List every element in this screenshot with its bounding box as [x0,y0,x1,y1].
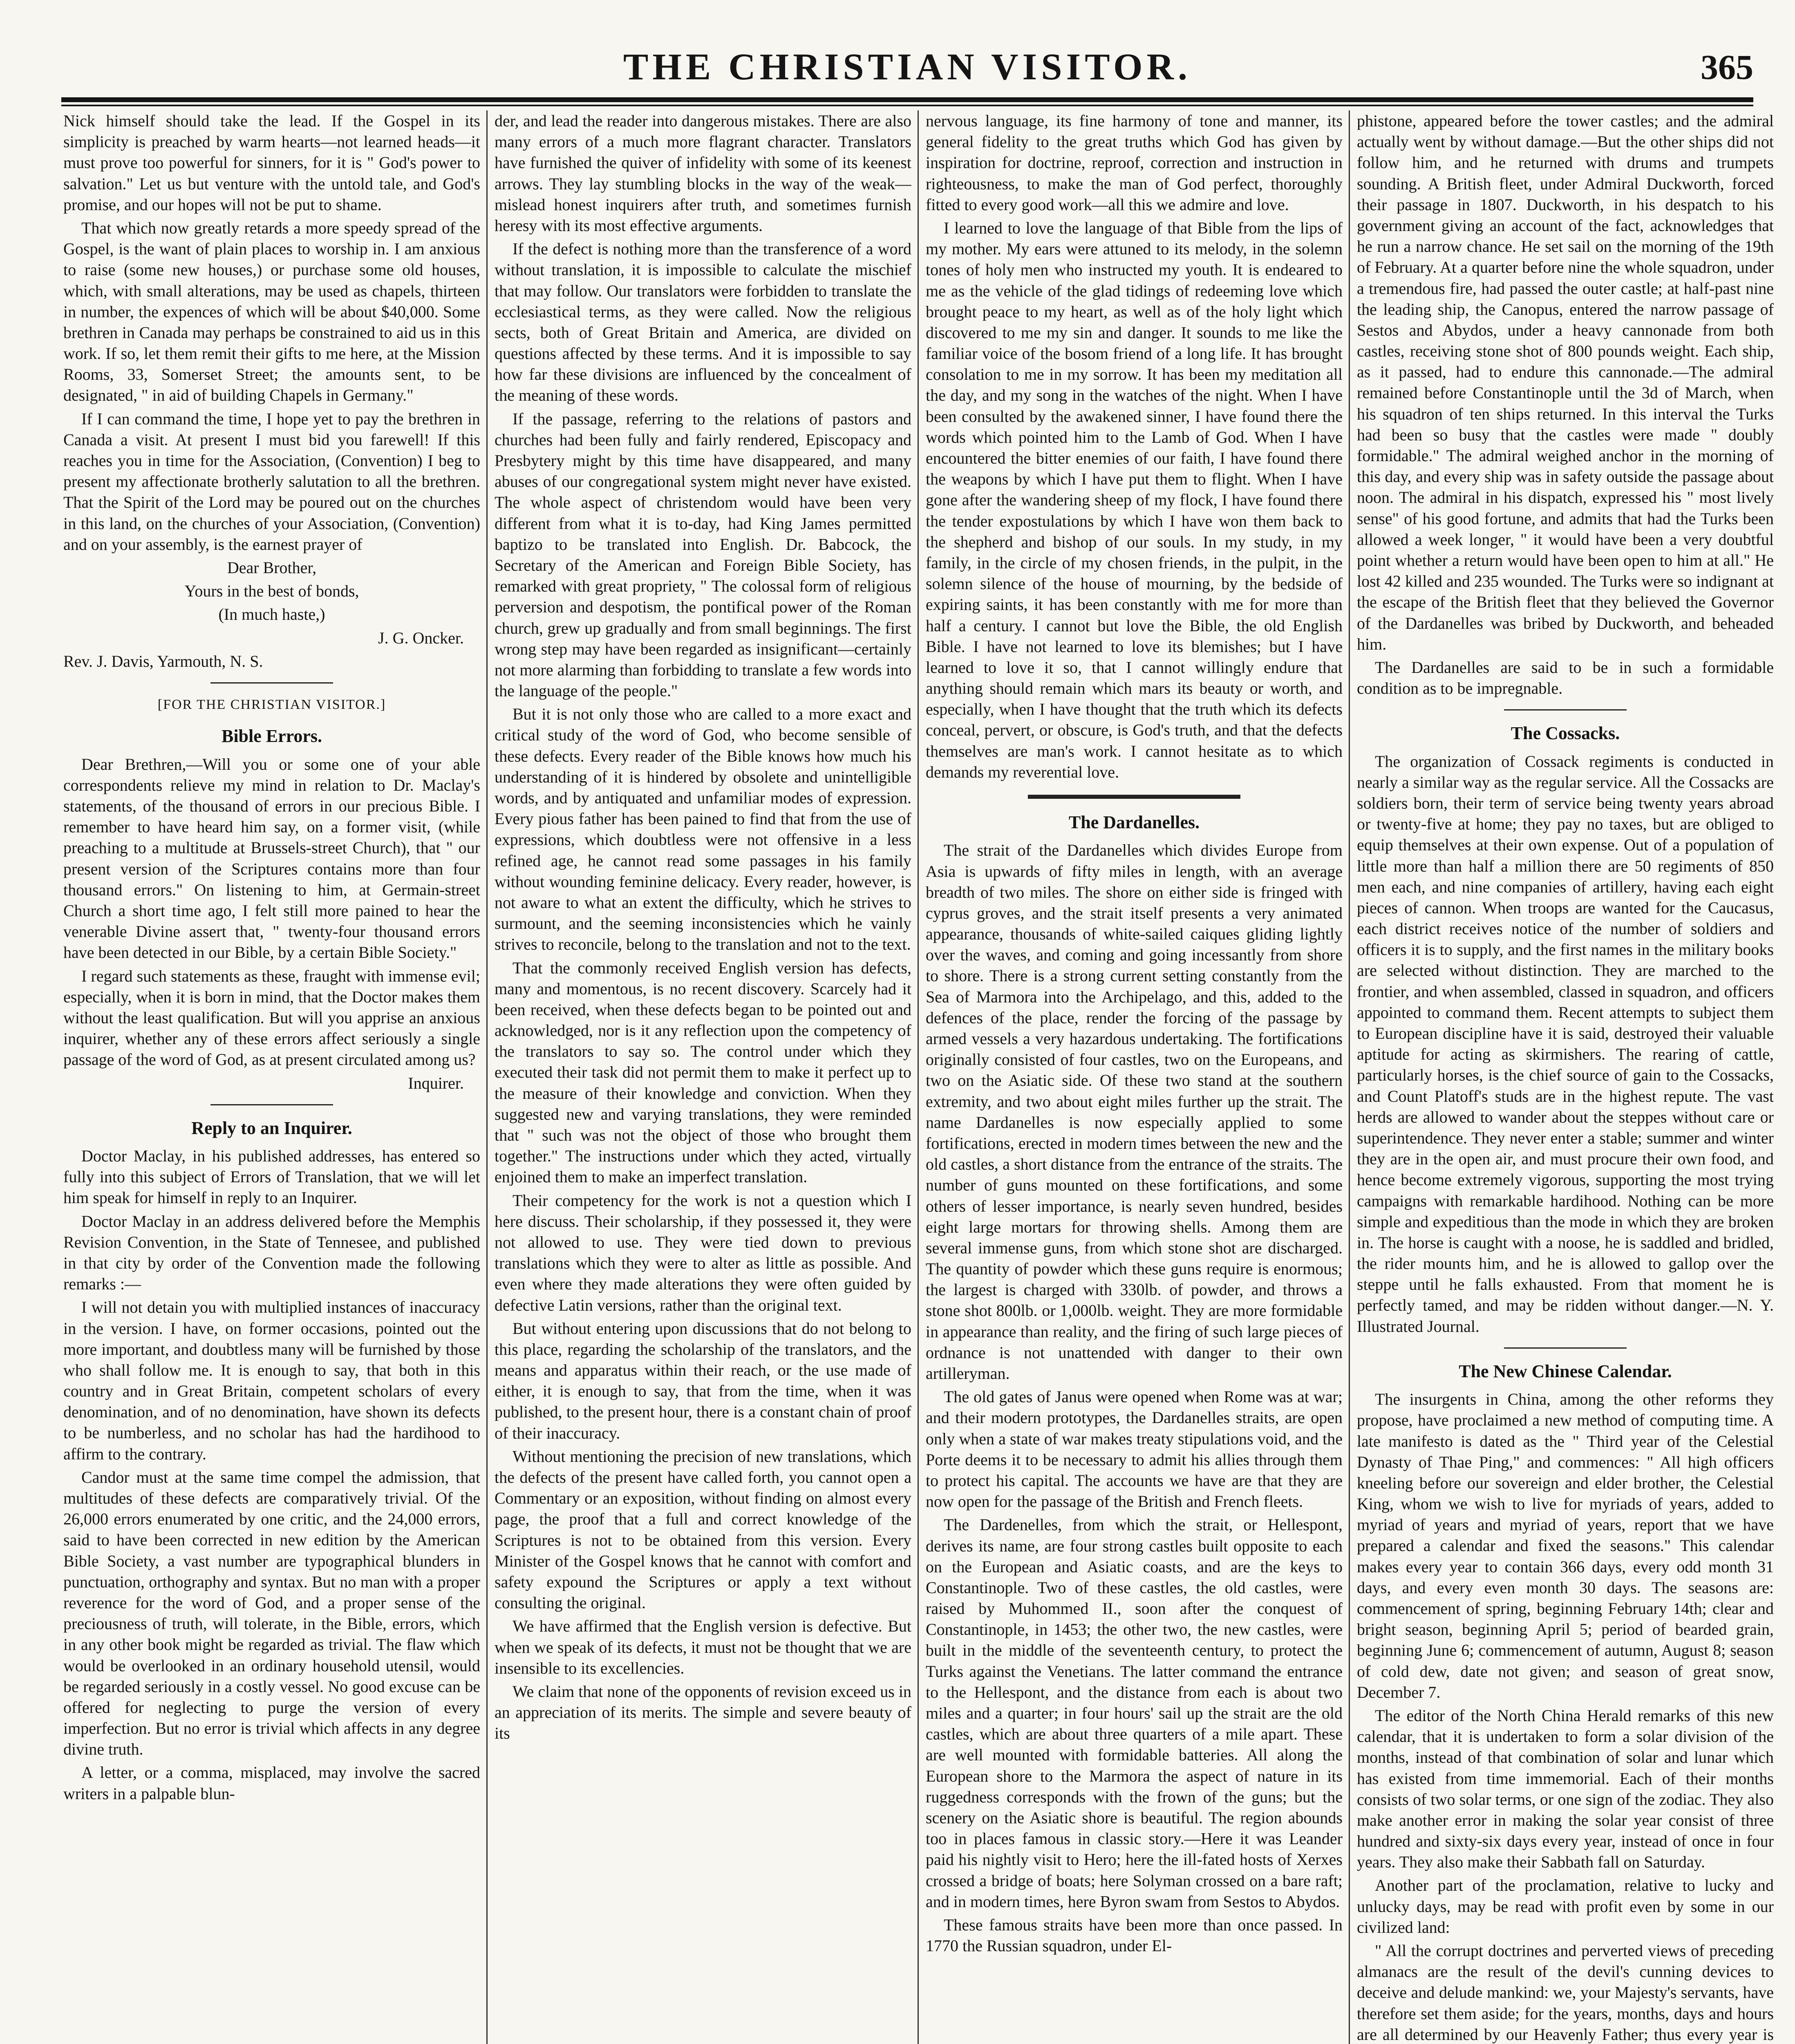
paragraph: But without entering upon discussions that do not belong to this place, regarding the scholarship of the translators, and the means and apparatus within their reach, or the use made of either, it is enough to say, that from the time, when it was published, to the present hour, there is a constant chain of proof of their inaccuracy. [495,1319,911,1442]
paragraph: But it is not only those who are called to a more exact and critical study of the word of God, who become sensible of these defects. Every reader of the Bible knows how much his understanding of it is hindered by obsolete and unintelligible words, and by antiquated and unfamiliar modes of expression. Every pious father has been pained to find that from the use of expressions, which doubtless were not offensive in a less refined age, he cannot read some passages in his family without wounding feminine delicacy. Every reader, however, is not aware to what an extent the difficulty, which he strives to surmount, and the seeming inconsistencies which he vainly strives to reconcile, belong to the translation and not to the text. [495,705,911,954]
paragraph: phistone, appeared before the tower castles; and the admiral actually went by without damage.—But the other ships did not follow him, and he returned with drums and trumpets sounding. A British fleet, under Admiral Duckworth, forced their passage in 1807. Duckworth, in his despatch to his government giving an account of the fact, acknowledges that he run a narrow chance. He set sail on the morning of the 19th of February. At a quarter before nine the whole squadron, under a tremendous fire, had passed the outer castle; at half-past nine the leading ship, the Canopus, entered the narrow passage of Sestos and Abydos, under a heavy cannonade from both castles, receiving stone shot of 800 pounds weight. Each ship, as it passed, had to endure this cannonade.—The admiral remained before Constantinople until the 3d of March, when his squadron of ten ships returned. In this interval the Turks had been so busy that the castles were made " doubly formidable." The admiral weighed anchor in the morning of this day, and every ship was in safety outside the passage about noon. The admiral in his dispatch, expressed his " most lively sense" of his good fortune, and admits that had the Turks been allowed a week longer, " it would have been a very doubtful point whether a return would have been open to him at all." He lost 42 killed and 235 wounded. The Turks were so indignant at the escape of the British fleet that they believed the Governor of the Dardanelles was bribed by Duckworth, and beheaded him. [1357,112,1774,653]
article-heading: Reply to an Inquirer. [191,1118,352,1138]
column-1 [63,110,480,2044]
source-tag: [FOR THE CHRISTIAN VISITOR.] [157,697,386,712]
column-divider [1349,110,1350,2044]
paragraph: A letter, or a comma, misplaced, may involve the sacred writers in a palpable blun- [63,1763,480,1803]
paragraph: Candor must at the same time compel the admission, that multitudes of these defects are comparatively trivial. Of the 26,000 errors enumerated by one critic, and the 24,000 errors, said to have been corrected in new edition by the American Bible Society, a vast number are typographical blunders in punctuation, orthography and syntax. But no man with a proper reverence for the word of God, and a proper sense of the preciousness of truth, will tolerate, in the Bible, errors, which in any other book might be regarded as trivial. The flaw which would be overlooked in an ordinary household utensil, would be regarded seriously in a costly vessel. No good excuse can be offered for neglecting to purge the version of every imperfection. But no error is trivial which affects in any degree divine truth. [63,1468,480,1759]
paragraph: I regard such statements as these, fraught with immense evil; especially, when it is born in mind, that the Doctor makes them without the least qualification. But will you apprise an anxious inquirer, whether any of these errors affect seriously a single passage of the word of God, as at present circulated among us? [63,966,480,1069]
signature-line: Dear Brother, [227,558,317,577]
paragraph: nervous language, its fine harmony of tone and manner, its general fidelity to the great truths which God has given by inspiration for doctrine, reproof, correction and instruction in righteousness, to make the man of God perfect, thoroughly fitted to every good work—all this we admire and love. [926,112,1343,214]
page-number: 365 [1701,47,1753,87]
article-heading: The New Chinese Calendar. [1459,1361,1672,1381]
paragraph: The editor of the North China Herald remarks of this new calendar, that it is undertaken to form a solar division of the months, instead of that combination of solar and lunar which has existed from time immemorial. Each of their months consists of two solar terms, or one sign of the zodiac. They also make another error in making the solar year consist of three hundred and sixty-six days every year, instead of once in four years. They also make their Sabbath fall on Saturday. [1357,1706,1774,1871]
paragraph: We claim that none of the opponents of revision exceed us in an appreciation of its merits. The simple and severe beauty of its [495,1682,911,1743]
paragraph: " All the corrupt doctrines and perverted views of preceding almanacs are the result of the devil's cunning devices to deceive and delude mankind: we, your Majesty's servants, have therefore set them aside; for the years, months, days and hours are all determined by our Heavenly Father; thus every year is [1357,1941,1774,2044]
column-4 [1357,110,1774,2044]
section-rule [1504,709,1627,710]
article-heading: Bible Errors. [221,726,322,746]
paragraph: Nick himself should take the lead. If the Gospel in its simplicity is preached by warm hearts—not learned heads—it must prove too powerful for sinners, for it is " God's power to salvation." Let us but venture with the untold tale, and God's promise, and our hopes will not be put to shame. [63,112,480,214]
paragraph: I will not detain you with multiplied instances of inaccuracy in the version. I have, on former occasions, pointed out the more important, and doubtless many will be furnished by those who shall follow me. It is enough to say, that both in this country and in Great Britain, competent scholars of every denomination, and of no denomination, have shown its defects to be numberless, and no scholar has had the hardihood to affirm to the contrary. [63,1298,480,1463]
paragraph: Doctor Maclay in an address delivered before the Memphis Revision Convention, in the State of Tennesee, and published in that city by order of the Convention made the following remarks :— [63,1212,480,1293]
signature-name: J. G. Oncker. [378,628,464,647]
column-divider [486,110,488,2044]
addressee: Rev. J. Davis, Yarmouth, N. S. [63,652,263,670]
column-2 [495,110,911,2044]
paragraph: If the defect is nothing more than the transference of a word without translation, it is impossible to calculate the mischief that may follow. Our translators were forbidden to translate the ecclesiastical terms, as they were called. Now the religious sects, both of Great Britain and America, are divided on questions affected by these terms. And it is impossible to say how far these divisions are influenced by the concealment of the meaning of these words. [495,240,911,405]
paragraph: I learned to love the language of that Bible from the lips of my mother. My ears were attuned to its melody, in the solemn tones of holy men who instructed my youth. It is endeared to me as the vehicle of the glad tidings of redeeming love which brought peace to my heart, as well as of the holy light which discovered to me my sin and danger. It sounds to me like the familiar voice of the bosom friend of a long life. It has brought consolation to me in my sorrow. It has been my meditation all the day, and my song in the watches of the night. When I have been consulted by the awakened sinner, I have found there the words which pointed him to the Lamb of God. When I have encountered the bitter enemies of our faith, I have found there the weapons by which I have put them to flight. When I have gone after the wandering sheep of my flock, I have found there the tender expostulations by which I have won them back to the shepherd and bishop of our souls. In my study, in my family, in the circle of my chosen friends, in the pulpit, in the solemn silence of the house of mourning, by the bedside of expiring saints, it has been constantly with me for more than half a century. I cannot but love the Bible, the old English Bible. I have not learned to love its blemishes; but I have learned to love it so, that I cannot willingly endure that anything should remain which mars its beauty or worth, and especially, when I have thought that the truth which its defects conceal, pervert, or obscure, is God's truth, and that the defects themselves are man's work. I cannot hesitate as to which demands my reverential love. [926,218,1343,781]
paragraph: We have affirmed that the English version is defective. But when we speak of its defects, it must not be thought that we are insensible to its excellencies. [495,1617,911,1677]
paragraph: Dear Brethren,—Will you or some one of your able correspondents relieve my mind in relation to Dr. Maclay's statements, of the thousand of errors in our precious Bible. I remember to have heard him say, on a former visit, (while preaching to a multitude at Brussels-street Church), that " our present version of the Scriptures contains more than four thousand errors." On listening to him, at Germain-street Church a short time ago, I felt still more pained to hear the venerable Divine assert that, " twenty-four thousand errors have been detected in our Bible, by a certain Bible Society." [63,755,480,962]
paragraph: Without mentioning the precision of new translations, which the defects of the present have called forth, you cannot open a Commentary or an exposition, without finding on almost every page, the proof that a full and correct knowledge of the Scriptures is not to be obtained from this version. Every Minister of the Gospel knows that he cannot with comfort and safety expound the Scriptures or apply a text without consulting the original. [495,1447,911,1612]
paragraph: der, and lead the reader into dangerous mistakes. There are also many errors of a much more flagrant character. Translators have furnished the quiver of infidelity with some of its keenest arrows. They lay stumbling blocks in the way of the weak—mislead honest inquirers after truth, and sometimes furnish heresy with its most effective arguments. [495,112,911,235]
paragraph: If I can command the time, I hope yet to pay the brethren in Canada a visit. At present I must bid you farewell! If this reaches you in time for the Association, (Convention) I beg to present my affectionate brotherly salutation to all the brethren. That the Spirit of the Lord may be poured out on the churches in this land, on the churches of your Association, (Convention) and on your assembly, is the earnest prayer of [63,409,480,554]
paragraph: Their competency for the work is not a question which I here discuss. Their scholarship, if they possessed it, they were not allowed to use. They were tied down to previous translations which they were to alter as little as possible. And even where they made alterations they were often guided by defective Latin versions, rather than the original text. [495,1191,911,1314]
paragraph: Another part of the proclamation, relative to lucky and unlucky days, may be read with profit even by some in our civilized land: [1357,1876,1774,1936]
paragraph: If the passage, referring to the relations of pastors and churches had been fully and fairly rendered, Episcopacy and Presbytery might by this time have disappeared, and many abuses of our congregational system might never have existed. The whole aspect of christendom would have been very different from what it is to-day, had King James permitted baptizo to be translated into English. Dr. Babcock, the Secretary of the American and Foreign Bible Society, has remarked with great propriety, " The colossal form of religious perversion and despotism, the pontifical power of the Roman church, grew up gradually and from small beginnings. The first wrong step may have been regarded as insignificant—certainly not more alarming than forbidding to translate a few words into the language of the people." [495,409,911,700]
paragraph: Doctor Maclay, in his published addresses, has entered so fully into this subject of Errors of Translation, that we will let him speak for himself in reply to an Inquirer. [63,1147,480,1207]
paragraph: The Dardenelles, from which the strait, or Hellespont, derives its name, are four strong castles built opposite to each on the European and Asiatic coasts, and are the keys to Constantinople. Two of these castles, the old castles, were raised by Muhommed II., soon after the conquest of Constantinople, in 1453; the other two, the new castles, were built in the middle of the seventeenth century, to protect the Turks against the Venetians. The latter command the entrance to the Hellespont, and the distance from each is about two miles and a quarter; in four hours' sail up the strait are the old castles, which are about three quarters of a mile apart. These are well mounted with formidable batteries. All along the European shore to the Marmora the aspect of nature in its ruggedness corresponds with the frown of the guns; but the scenery on the Asiatic shore is beautiful. The region abounds too in places famous in classic story.—Here it was Leander paid his nightly visit to Hero; here the ill-fated hosts of Xerxes crossed a bridge of boats; here Solyman crossed on a bare raft; and in modern times, here Byron swam from Sestos to Abydos. [926,1515,1343,1911]
paragraph: The strait of the Dardanelles which divides Europe from Asia is upwards of fifty miles in length, with an average breadth of two miles. The shore on either side is fringed with cyprus groves, and the strait itself presents a very animated appearance, thousands of white-sailed caiques gliding lightly over the waves, and coming and going incessantly from shore to shore. There is a strong current setting constantly from the Sea of Marmora into the Archipelago, and this, added to the defences of the place, render the forcing of the passage by armed vessels a very hazardous undertaking. The fortifications originally consisted of four castles, two on the Europeans, and two on the Asiatic side. Of these two stand at the southern extremity, and two about eight miles further up the strait. The name Dardanelles is now especially applied to some fortifications, erected in modern times between the new and the old castles, a short distance from the entrance of the straits. The number of guns mounted on these fortifications, and some others of lesser importance, is nearly seven hundred, besides eight large mortars for throwing shells. Among them are several immense guns, from which stone shot are discharged. The quantity of powder which these guns require is enormous; the largest is charged with 330lb. of powder, and throws a stone shot 800lb. or 1,000lb. weight. They are more formidable in appearance than reality, and the firing of such large pieces of ordnance is not unattended with danger to their own artilleryman. [926,841,1343,1383]
section-rule [1504,1347,1627,1349]
column-3 [926,110,1343,2044]
paragraph: The Dardanelles are said to be in such a formidable condition as to be impregnable. [1357,658,1774,698]
section-rule [1028,795,1240,799]
masthead [61,37,1753,98]
article-heading: The Cossacks. [1511,723,1620,744]
section-rule [210,1104,333,1105]
signature-line: Yours in the best of bonds, [184,582,359,601]
column-divider [918,110,919,2044]
section-rule [210,682,333,684]
masthead-rule-thin [61,105,1753,106]
signature-line: (In much haste,) [218,605,325,624]
publication-title: THE CHRISTIAN VISITOR. [623,46,1191,87]
article-heading: The Dardanelles. [1068,812,1200,832]
paragraph: These famous straits have been more than once passed. In 1770 the Russian squadron, under El- [926,1915,1343,1955]
paragraph: The old gates of Janus were opened when Rome was at war; and their modern prototypes, the Dardanelles straits, are open only when a state of war makes treaty stipulations void, and the Porte deems it to be necessary to admit his allies through them to protect his capital. The accounts we have are that they are now open for the passage of the British and French fleets. [926,1387,1343,1511]
paragraph: That which now greatly retards a more speedy spread of the Gospel, is the want of plain places to worship in. I am anxious to raise (some new houses,) or purchase some old houses, which, with small alterations, may be used as chapels, thirteen in number, the expences of which will be about $40,000. Some brethren in Canada may perhaps be constrained to aid us in this work. If so, let them remit their gifts to me here, at the Mission Rooms, 33, Somerset Street; the amounts sent, to be designated, " in aid of building Chapels in Germany." [63,218,480,405]
paragraph: The organization of Cossack regiments is conducted in nearly a similar way as the regular service. All the Cossacks are soldiers born, their term of service being twenty years abroad or twenty-five at home; they pay no taxes, but are obliged to equip themselves at their own expense. Out of a population of little more than half a million there are 50 regiments of 850 men each, and nine companies of artillery, having each eight pieces of cannon. When troops are wanted for the Caucasus, each district receives notice of the number of soldiers and officers it is to supply, and the first names in the military books are selected without distinction. They are marched to the frontier, and when assembled, classed in squadron, and officers appointed to command them. Recent attempts to subject them to European discipline have it is said, destroyed their valuable aptitude for acting as skirmishers. The rearing of cattle, particularly horses, is the chief source of gain to the Cossacks, and Count Platoff's studs are in the highest repute. The vast herds are allowed to wander about the steppes without care or superintendence. They never enter a stable; summer and winter they are in the open air, and must procure their own food, and hence become extremely vigorous, supporting the most trying campaigns with remarkable hardihood. Nothing can be more simple and expeditious than the mode in which they are broken in. The horse is caught with a noose, he is saddled and bridled, the rider mounts him, and he is allowed to gallop over the steppe until he falls exhausted. From that moment he is perfectly tamed, and may be ridden without danger.—N. Y. Illustrated Journal. [1357,752,1774,1336]
masthead-rule [61,97,1753,102]
paragraph: That the commonly received English version has defects, many and momentous, is no recent discovery. Scarcely had it been received, when these defects began to be pointed out and acknowledged, nor is it any reflection upon the competency of the translators to say so. The control under which they executed their task did not permit them to make it perfect up to the measure of their knowledge and conviction. When they suggested new and varying translations, they were reminded that " such was not the object of those who brought them together." The instructions under which they acted, virtually enjoined them to make an imperfect translation. [495,958,911,1186]
paragraph: The insurgents in China, among the other reforms they propose, have proclaimed a new method of computing time. A late manifesto is dated as the " Third year of the Celestial Dynasty of Thae Ping," and commences: " All high officers kneeling before our sovereign and elder brother, the Celestial King, whom we wish to live for myriads of years, added to myriad of years and myriad of years, report that we have prepared a calendar and fixed the seasons." This calendar makes every year to contain 366 days, every odd month 31 days, and every even month 30 days. The seasons are: commencement of spring, beginning February 14th; clear and bright season, beginning April 5; period of bearded grain, beginning June 6; commencement of autumn, August 8; season of cold dew, date not given; and season of great snow, December 7. [1357,1390,1774,1701]
signature-name: Inquirer. [408,1074,464,1092]
